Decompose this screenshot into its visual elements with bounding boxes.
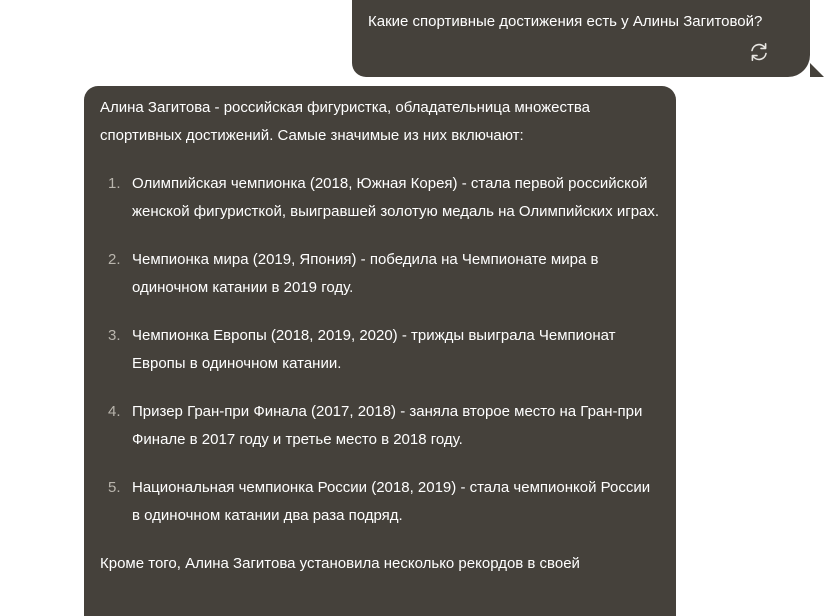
list-item	[100, 398, 660, 454]
list-item-text: Чемпионка мира (2019, Япония) - победила на Чемпионате мира в одиночном катании в 2019 году.	[132, 251, 599, 296]
list-item	[100, 246, 660, 302]
list-item-text: Национальная чемпионка России (2018, 2019) - стала чемпионкой России в одиночном катании два раза подряд.	[132, 479, 651, 524]
list-item-number: 2.	[108, 251, 121, 268]
list-item-number: 3.	[108, 327, 121, 344]
list-item	[100, 474, 660, 530]
list-item-number: 1.	[108, 175, 121, 192]
assistant-message-bubble	[84, 86, 676, 616]
list-item-text: Олимпийская чемпионка (2018, Южная Корея) - стала первой российской женской фигуристкой, выигравшей золотую медаль на Олимпийских играх.	[132, 175, 660, 220]
assistant-outro-text: Кроме того, Алина Загитова установила несколько рекордов в своей	[100, 555, 580, 572]
list-item	[100, 170, 660, 226]
user-message-bubble	[352, 0, 810, 77]
assistant-intro-text: Алина Загитова - российская фигуристка, обладательница множества спортивных достижений. Самые значимые из них включают:	[100, 99, 591, 144]
list-item	[100, 322, 660, 378]
list-item-text: Чемпионка Европы (2018, 2019, 2020) - трижды выиграла Чемпионат Европы в одиночном катании.	[132, 327, 616, 372]
list-item-text: Призер Гран-при Финала (2017, 2018) - заняла второе место на Гран-при Финале в 2017 году и третье место в 2018 году.	[132, 403, 643, 448]
achievements-list	[100, 170, 660, 530]
user-bubble-tail	[810, 63, 824, 77]
refresh-icon[interactable]	[748, 41, 770, 63]
list-item-number: 5.	[108, 479, 121, 496]
user-message-text: Какие спортивные достижения есть у Алины Загитовой?	[368, 13, 763, 30]
list-item-number: 4.	[108, 403, 121, 420]
